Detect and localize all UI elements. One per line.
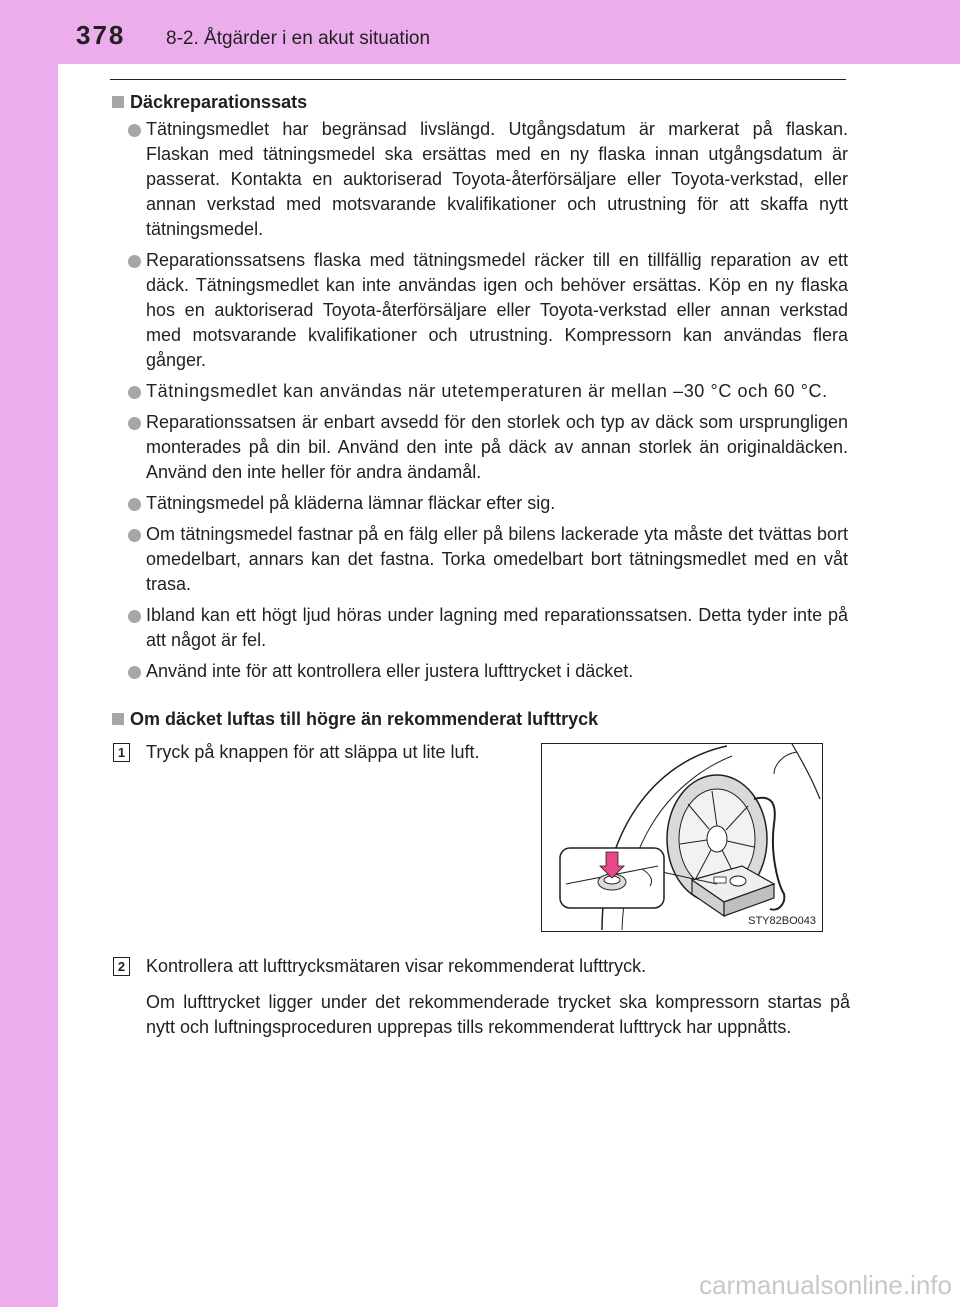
list-item: Tätningsmedlet har begränsad livslängd. Utgångsdatum är markerat på flaskan. Flaskan med tätningsmedel ska ersättas med en ny flaska innan utgångsdatum är passerat. Kontakta en auktoriserad Toyota-återförsäljare eller Toyota-verkstad, eller annan verkstad med motsvarande kvalifikationer och utrustning för att skaffa nytt tätningsmedel. [128, 117, 848, 242]
overinflated-heading [112, 707, 598, 731]
wheel-compressor-figure [542, 744, 822, 931]
bullet-dot-icon [128, 666, 141, 679]
side-color-bar [0, 0, 58, 1307]
list-item: Reparationssatsens flaska med tätningsmedel räcker till en tillfällig reparation av ett däck. Tätningsmedlet kan inte användas igen och behöver ersättas. Köp en ny flaska hos en auktoriserad Toyota-återförsäljare eller Toyota-verkstad eller annan verkstad med motsvarande kvalifikationer och utrustning. Kompressorn kan användas flera gånger. [128, 248, 848, 373]
compressor-illustration [541, 743, 823, 932]
step-2-text: Kontrollera att lufttrycksmätaren visar rekommenderat lufttryck. [146, 956, 647, 976]
bullet-dot-icon [128, 610, 141, 623]
list-item: Tätningsmedlet kan användas när utetemperaturen är mellan –30 °C och 60 °C. [128, 379, 848, 404]
page-number: 378 [76, 20, 126, 50]
bullet-dot-icon [128, 386, 141, 399]
overinflated-heading-text: Om däcket luftas till högre än rekommenderat lufttryck [130, 709, 599, 729]
header-rule [110, 79, 846, 80]
bullet-dot-icon [128, 417, 141, 430]
repair-kit-heading [112, 90, 307, 114]
list-item: Använd inte för att kontrollera eller justera lufttrycket i däcket. [128, 659, 848, 684]
bullet-dot-icon [128, 498, 141, 511]
step-number-1: 1 [113, 743, 130, 762]
repair-kit-heading-text: Däckreparationssats [130, 92, 308, 112]
list-item: Tätningsmedel på kläderna lämnar fläckar efter sig. [128, 491, 848, 516]
step-2-note: Om lufttrycket ligger under det rekommenderade trycket ska kompressorn startas på nytt och luftningsproceduren upprepas tills rekommenderat lufttryck har uppnåtts. [146, 992, 850, 1037]
list-item: Reparationssatsen är enbart avsedd för den storlek och typ av däck som ursprungligen monterades på din bil. Använd den inte på däck av annan storlek än originaldäcken. Använd den inte heller för andra ändamål. [128, 410, 848, 485]
bullet-dot-icon [128, 529, 141, 542]
repair-kit-bullet-list [128, 117, 848, 690]
section-title: 8-2. Åtgärder i en akut situation [166, 28, 431, 49]
bullet-dot-icon [128, 124, 141, 137]
square-bullet-icon [112, 713, 124, 725]
bullet-dot-icon [128, 255, 141, 268]
list-item: Ibland kan ett högt ljud höras under lagning med reparationssatsen. Detta tyder inte på att något är fel. [128, 603, 848, 653]
step-1-text: Tryck på knappen för att släppa ut lite luft. [146, 742, 480, 762]
watermark-text: carmanualsonline.info [699, 1270, 952, 1300]
figure-code: STY82BO043 [748, 915, 816, 927]
list-item: Om tätningsmedel fastnar på en fälg eller på bilens lackerade yta måste det tvättas bort omedelbart, annars kan det fastna. Torka omedelbart bort tätningsmedlet med en våt trasa. [128, 522, 848, 597]
square-bullet-icon [112, 96, 124, 108]
step-number-2: 2 [113, 957, 130, 976]
